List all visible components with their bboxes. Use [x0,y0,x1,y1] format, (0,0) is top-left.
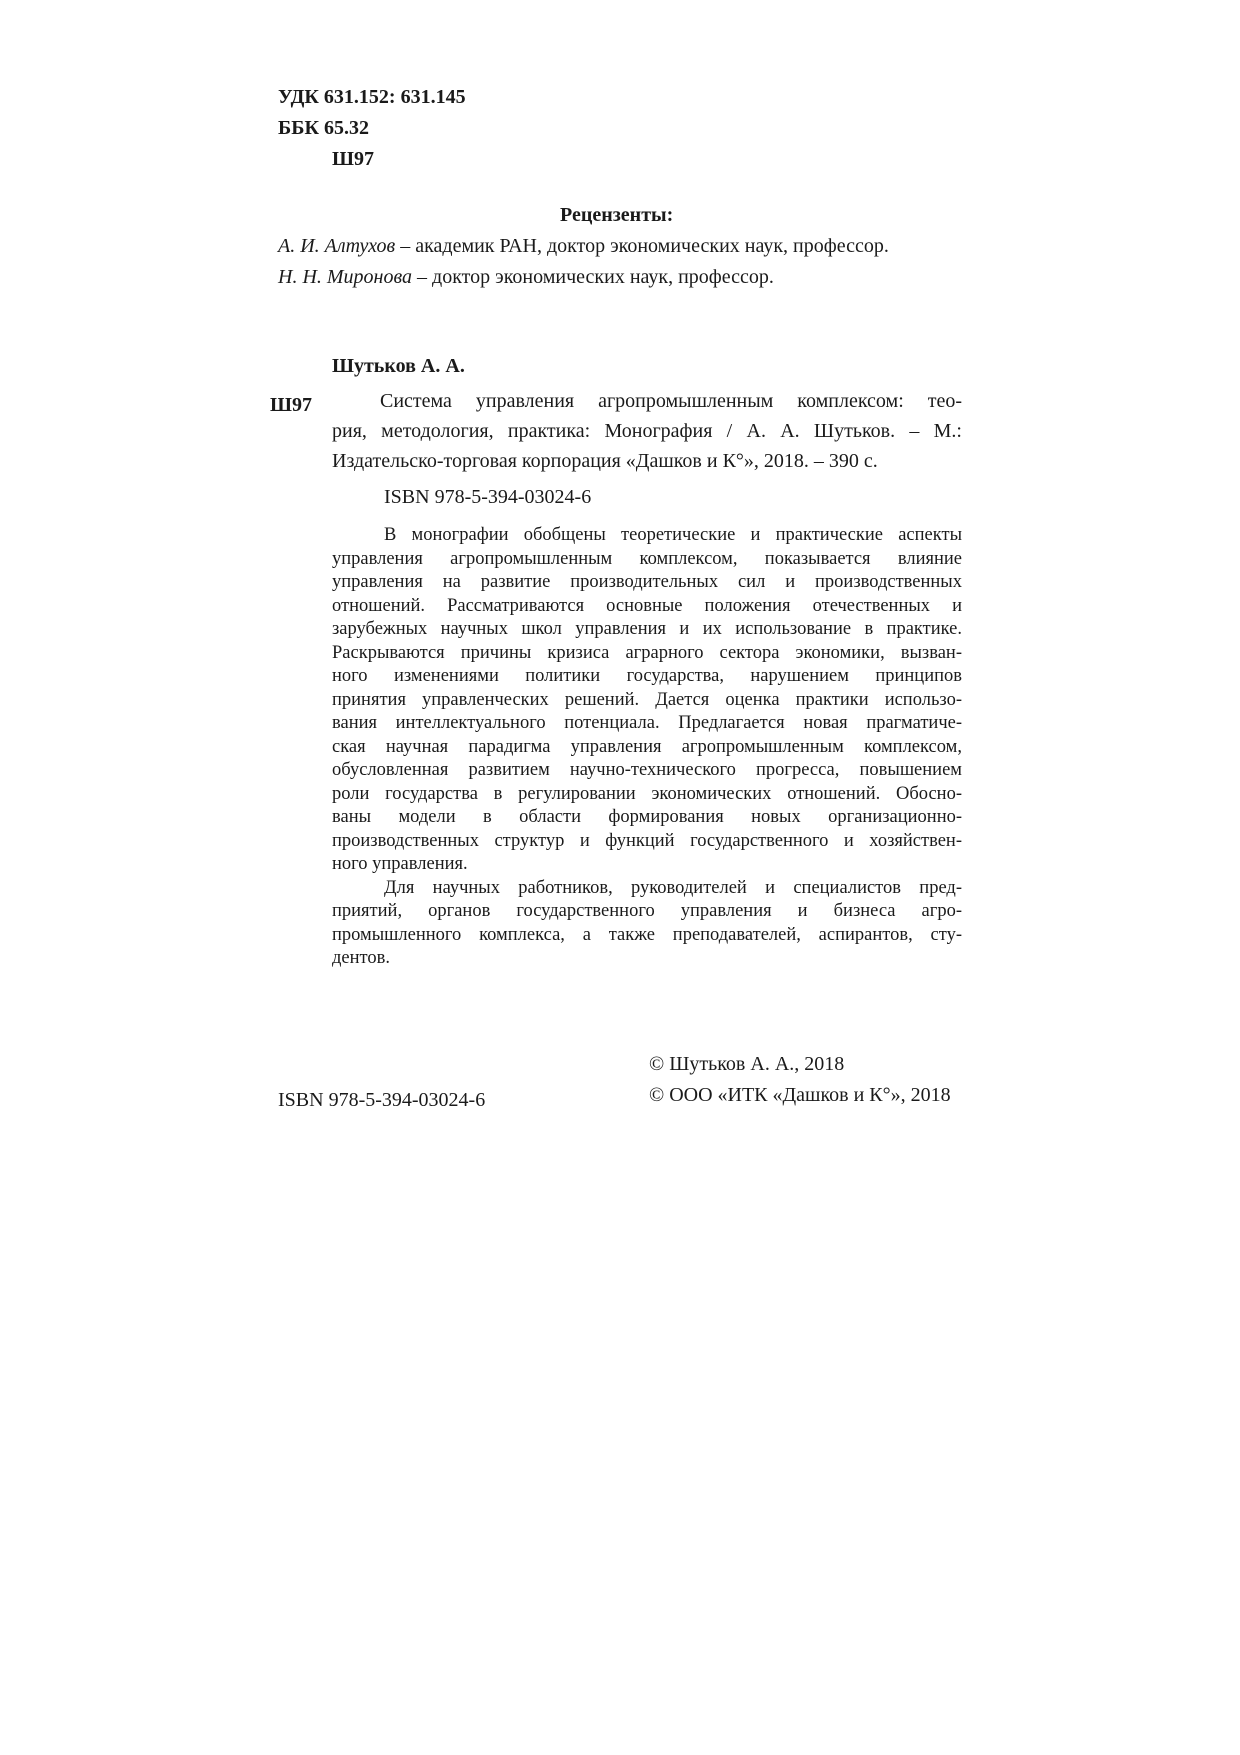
annotation-line: принятия управленческих решений. Дается оценка практики использо- [332,689,962,710]
annotation-line: Для научных работников, руководителей и специалистов пред- [384,877,962,898]
annotation-paragraph-1 [332,524,962,877]
author-mark-left: Ш97 [270,394,312,416]
annotation-line: роли государства в регулировании экономических отношений. Обосно- [332,783,962,804]
annotation-line: В монографии обобщены теоретические и практические аспекты [384,525,962,545]
copyright-publisher: © ООО «ИТК «Дашков и К°», 2018 [649,1084,951,1106]
bbk-code: ББК 65.32 [278,117,369,139]
udk-code: УДК 631.152: 631.145 [278,86,466,108]
copyright-author: © Шутьков А. А., 2018 [649,1053,845,1075]
annotation [332,524,962,971]
reviewer-2 [278,266,774,289]
biblio-line: рия, методология, практика: Монография / А. А. Шутьков. – М.: [332,420,962,442]
isbn: ISBN 978-5-394-03024-6 [384,486,592,508]
annotation-line: производственных структур и функций государственного и хозяйствен- [332,830,962,851]
reviewer-desc: – академик РАН, доктор экономических наук, профессор. [395,235,889,257]
author-mark: Ш97 [332,148,374,170]
annotation-line: промышленного комплекса, а также преподавателей, аспирантов, сту- [332,924,962,945]
reviewer-1 [278,235,889,258]
reviewer-name: Н. Н. Миронова [278,266,413,288]
biblio-line: Издательско-торговая корпорация «Дашков и К°», 2018. – 390 с. [332,450,878,472]
reviewer-desc: – доктор экономических наук, профессор. [412,266,774,288]
annotation-line: дентов. [332,948,390,968]
annotation-line: приятий, органов государственного управления и бизнеса агро- [332,901,962,921]
annotation-line: управления агропромышленным комплексом, показывается влияние [332,548,962,569]
isbn-bottom: ISBN 978-5-394-03024-6 [278,1089,486,1111]
annotation-line: вания интеллектуального потенциала. Предлагается новая прагматиче- [332,713,962,733]
author-name: Шутьков А. А. [332,355,465,377]
annotation-line: обусловленная развитием научно-технического прогресса, повышением [332,760,962,780]
annotation-line: отношений. Рассматриваются основные положения отечественных и [332,595,962,616]
reviewer-name: А. И. Алтухов [278,235,396,257]
annotation-line: Раскрываются причины кризиса аграрного сектора экономики, вызван- [332,642,962,663]
annotation-line: ваны модели в области формирования новых организационно- [332,807,962,827]
annotation-line: ного управления. [332,854,468,874]
biblio-line: Система управления агропромышленным комплексом: тео- [380,390,962,412]
annotation-line: управления на развитие производительных сил и производственных [332,572,962,592]
reviewers-title: Рецензенты: [560,204,674,226]
annotation-line: зарубежных научных школ управления и их использование в практике. [332,619,962,639]
annotation-line: ного изменениями политики государства, нарушением принципов [332,666,962,686]
annotation-paragraph-2 [332,877,962,971]
bibliographic-description [332,386,962,476]
annotation-line: ская научная парадигма управления агропромышленным комплексом, [332,736,962,757]
